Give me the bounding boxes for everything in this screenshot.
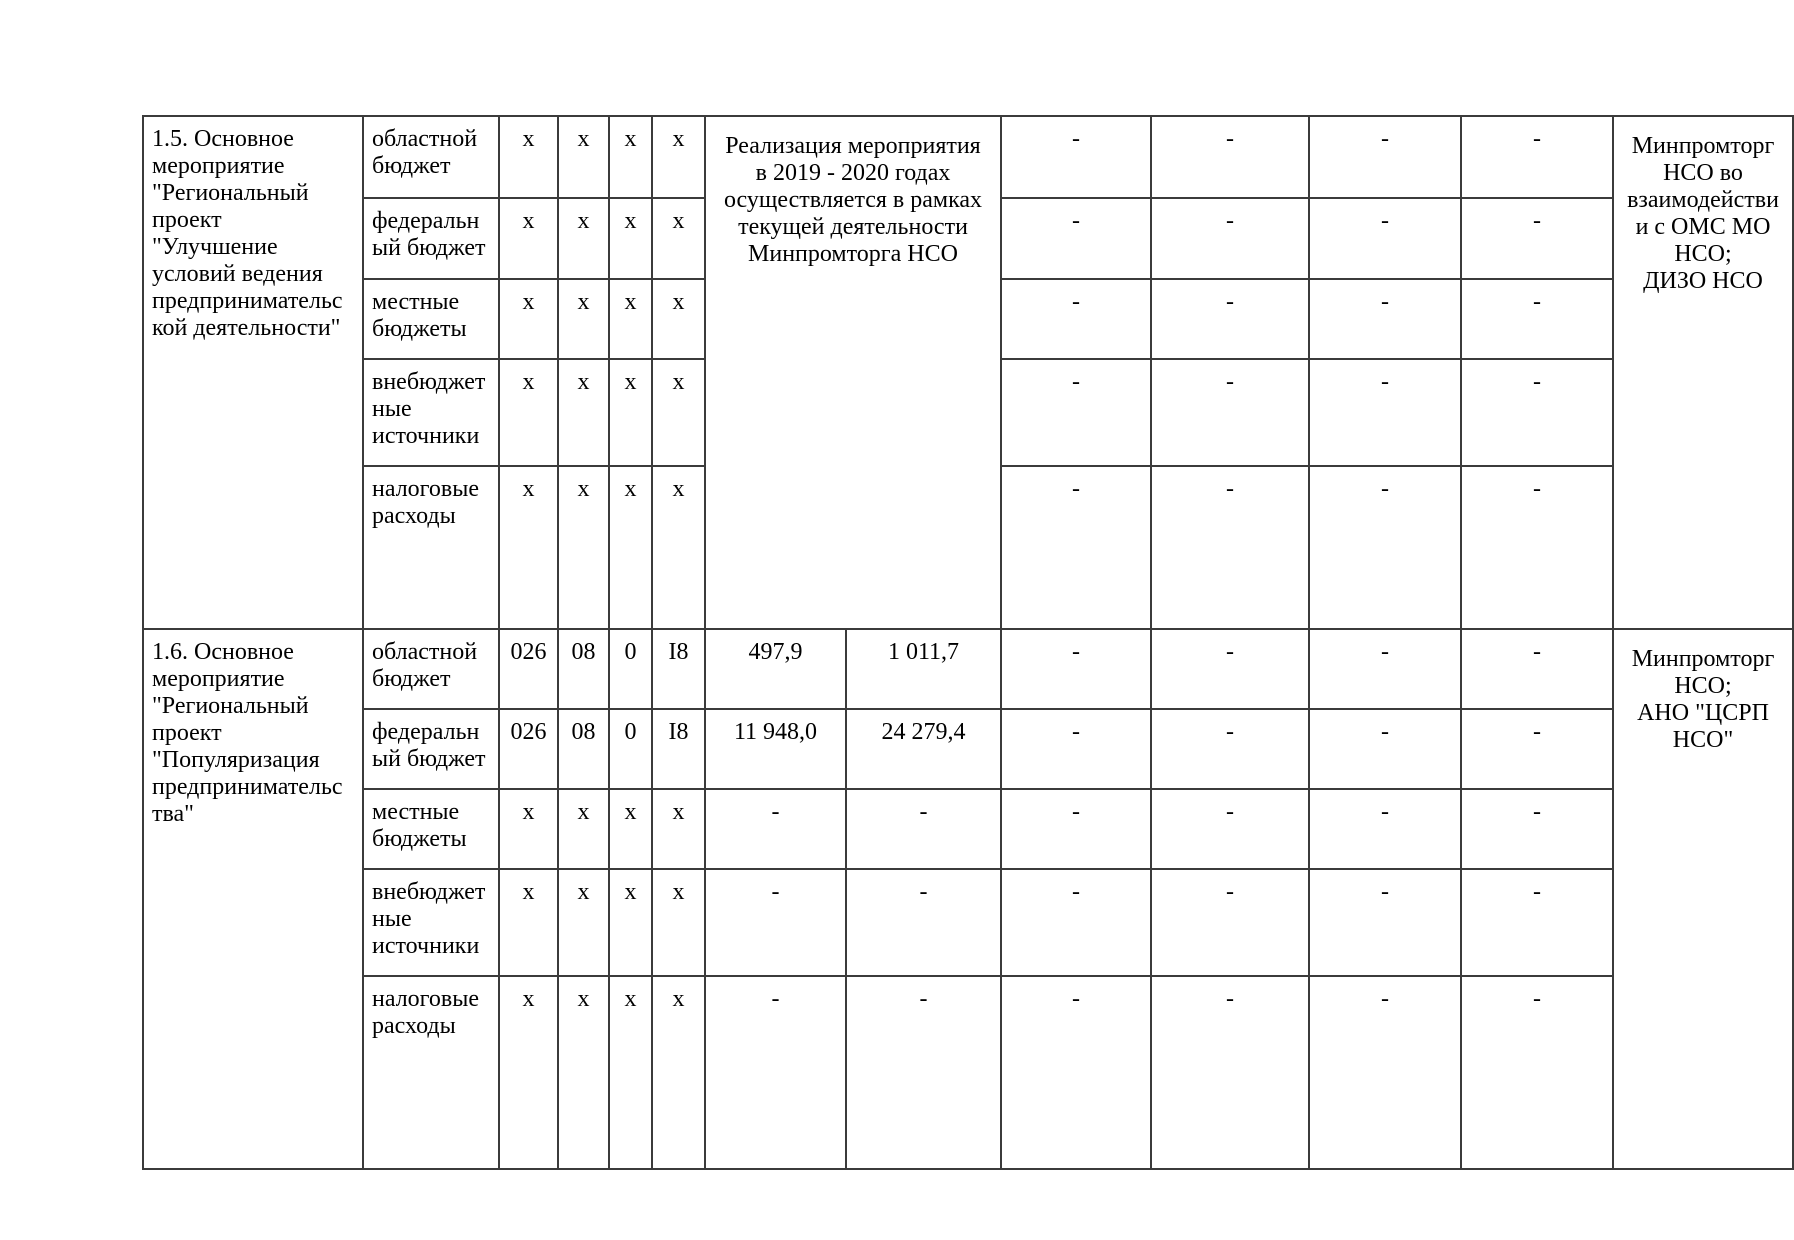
funding-source-cell: местные бюджеты bbox=[363, 789, 499, 869]
value-cell: - bbox=[1001, 279, 1151, 359]
code-cell: x bbox=[652, 116, 705, 198]
code-cell: x bbox=[609, 976, 652, 1169]
code-cell: x bbox=[499, 976, 558, 1169]
value-cell: - bbox=[1151, 466, 1309, 629]
table-row bbox=[143, 976, 1793, 1169]
code-cell: x bbox=[609, 869, 652, 976]
code-cell: 026 bbox=[499, 629, 558, 709]
executor-cell: Минпромторг НСО во взаимодействи и с ОМС МО НСО; ДИЗО НСО bbox=[1613, 116, 1793, 629]
code-cell: x bbox=[609, 466, 652, 629]
value-cell: - bbox=[1309, 359, 1461, 466]
code-cell: x bbox=[499, 198, 558, 279]
funding-source-cell: местные бюджеты bbox=[363, 279, 499, 359]
value-cell: - bbox=[1001, 709, 1151, 789]
value-cell: - bbox=[1461, 198, 1613, 279]
code-cell: x bbox=[558, 869, 609, 976]
code-cell: x bbox=[499, 869, 558, 976]
value-cell: - bbox=[1309, 116, 1461, 198]
note-cell: Реализация мероприятия в 2019 - 2020 годах осуществляется в рамках текущей деятельности Минпромторга НСО bbox=[705, 116, 1001, 629]
code-cell: 0 bbox=[609, 629, 652, 709]
value-cell: - bbox=[1461, 359, 1613, 466]
value-cell: - bbox=[1151, 976, 1309, 1169]
code-cell: x bbox=[652, 789, 705, 869]
value-cell: - bbox=[1151, 629, 1309, 709]
activity-title-cell: 1.6. Основное мероприятие "Региональный проект "Популяризация предпринимательс тва" bbox=[143, 629, 363, 1169]
code-cell: x bbox=[499, 466, 558, 629]
value-cell: - bbox=[1001, 198, 1151, 279]
value-cell: - bbox=[1461, 976, 1613, 1169]
code-cell: x bbox=[609, 116, 652, 198]
value-cell: - bbox=[1001, 359, 1151, 466]
value-cell: - bbox=[1461, 789, 1613, 869]
amount-cell: 11 948,0 bbox=[705, 709, 846, 789]
value-cell: - bbox=[1309, 198, 1461, 279]
value-cell: - bbox=[1151, 359, 1309, 466]
value-cell: - bbox=[1461, 629, 1613, 709]
code-cell: x bbox=[652, 198, 705, 279]
funding-source-cell: внебюджет ные источники bbox=[363, 359, 499, 466]
value-cell: - bbox=[1461, 869, 1613, 976]
code-cell: x bbox=[609, 359, 652, 466]
funding-source-cell: налоговые расходы bbox=[363, 976, 499, 1169]
code-cell: 08 bbox=[558, 629, 609, 709]
code-cell: x bbox=[652, 976, 705, 1169]
funding-source-cell: федеральн ый бюджет bbox=[363, 709, 499, 789]
code-cell: x bbox=[558, 789, 609, 869]
funding-source-cell: областной бюджет bbox=[363, 629, 499, 709]
table-row bbox=[143, 789, 1793, 869]
code-cell: x bbox=[558, 198, 609, 279]
value-cell: - bbox=[1309, 629, 1461, 709]
code-cell: x bbox=[609, 198, 652, 279]
table-row bbox=[143, 629, 1793, 709]
value-cell: - bbox=[1001, 116, 1151, 198]
program-budget-table bbox=[142, 115, 1794, 1170]
amount-cell: - bbox=[705, 869, 846, 976]
funding-source-cell: областной бюджет bbox=[363, 116, 499, 198]
value-cell: - bbox=[1151, 869, 1309, 976]
value-cell: - bbox=[1001, 976, 1151, 1169]
code-cell: x bbox=[499, 789, 558, 869]
value-cell: - bbox=[1309, 789, 1461, 869]
value-cell: - bbox=[1461, 116, 1613, 198]
amount-cell: - bbox=[846, 789, 1001, 869]
code-cell: x bbox=[499, 359, 558, 466]
value-cell: - bbox=[1461, 279, 1613, 359]
amount-cell: 497,9 bbox=[705, 629, 846, 709]
amount-cell: 1 011,7 bbox=[846, 629, 1001, 709]
value-cell: - bbox=[1309, 709, 1461, 789]
code-cell: x bbox=[652, 869, 705, 976]
value-cell: - bbox=[1461, 466, 1613, 629]
code-cell: x bbox=[652, 466, 705, 629]
value-cell: - bbox=[1001, 629, 1151, 709]
value-cell: - bbox=[1309, 869, 1461, 976]
amount-cell: - bbox=[846, 869, 1001, 976]
table-row bbox=[143, 869, 1793, 976]
funding-source-cell: внебюджет ные источники bbox=[363, 869, 499, 976]
code-cell: x bbox=[558, 466, 609, 629]
value-cell: - bbox=[1001, 466, 1151, 629]
value-cell: - bbox=[1309, 976, 1461, 1169]
value-cell: - bbox=[1001, 789, 1151, 869]
value-cell: - bbox=[1309, 466, 1461, 629]
code-cell: x bbox=[609, 279, 652, 359]
value-cell: - bbox=[1151, 709, 1309, 789]
funding-source-cell: налоговые расходы bbox=[363, 466, 499, 629]
code-cell: x bbox=[558, 359, 609, 466]
code-cell: x bbox=[652, 359, 705, 466]
value-cell: - bbox=[1309, 279, 1461, 359]
value-cell: - bbox=[1151, 789, 1309, 869]
code-cell: x bbox=[652, 279, 705, 359]
value-cell: - bbox=[1461, 709, 1613, 789]
code-cell: x bbox=[558, 116, 609, 198]
code-cell: I8 bbox=[652, 629, 705, 709]
value-cell: - bbox=[1001, 869, 1151, 976]
code-cell: x bbox=[558, 976, 609, 1169]
activity-title-cell: 1.5. Основное мероприятие "Региональный проект "Улучшение условий ведения предпринимательс кой деятельности" bbox=[143, 116, 363, 629]
code-cell: x bbox=[558, 279, 609, 359]
amount-cell: - bbox=[705, 976, 846, 1169]
funding-source-cell: федеральн ый бюджет bbox=[363, 198, 499, 279]
value-cell: - bbox=[1151, 116, 1309, 198]
code-cell: 0 bbox=[609, 709, 652, 789]
code-cell: 026 bbox=[499, 709, 558, 789]
executor-cell: Минпромторг НСО; АНО "ЦСРП НСО" bbox=[1613, 629, 1793, 1169]
table-row bbox=[143, 116, 1793, 198]
code-cell: I8 bbox=[652, 709, 705, 789]
value-cell: - bbox=[1151, 198, 1309, 279]
value-cell: - bbox=[1151, 279, 1309, 359]
code-cell: 08 bbox=[558, 709, 609, 789]
table-row bbox=[143, 709, 1793, 789]
amount-cell: 24 279,4 bbox=[846, 709, 1001, 789]
code-cell: x bbox=[499, 116, 558, 198]
amount-cell: - bbox=[705, 789, 846, 869]
code-cell: x bbox=[499, 279, 558, 359]
code-cell: x bbox=[609, 789, 652, 869]
amount-cell: - bbox=[846, 976, 1001, 1169]
